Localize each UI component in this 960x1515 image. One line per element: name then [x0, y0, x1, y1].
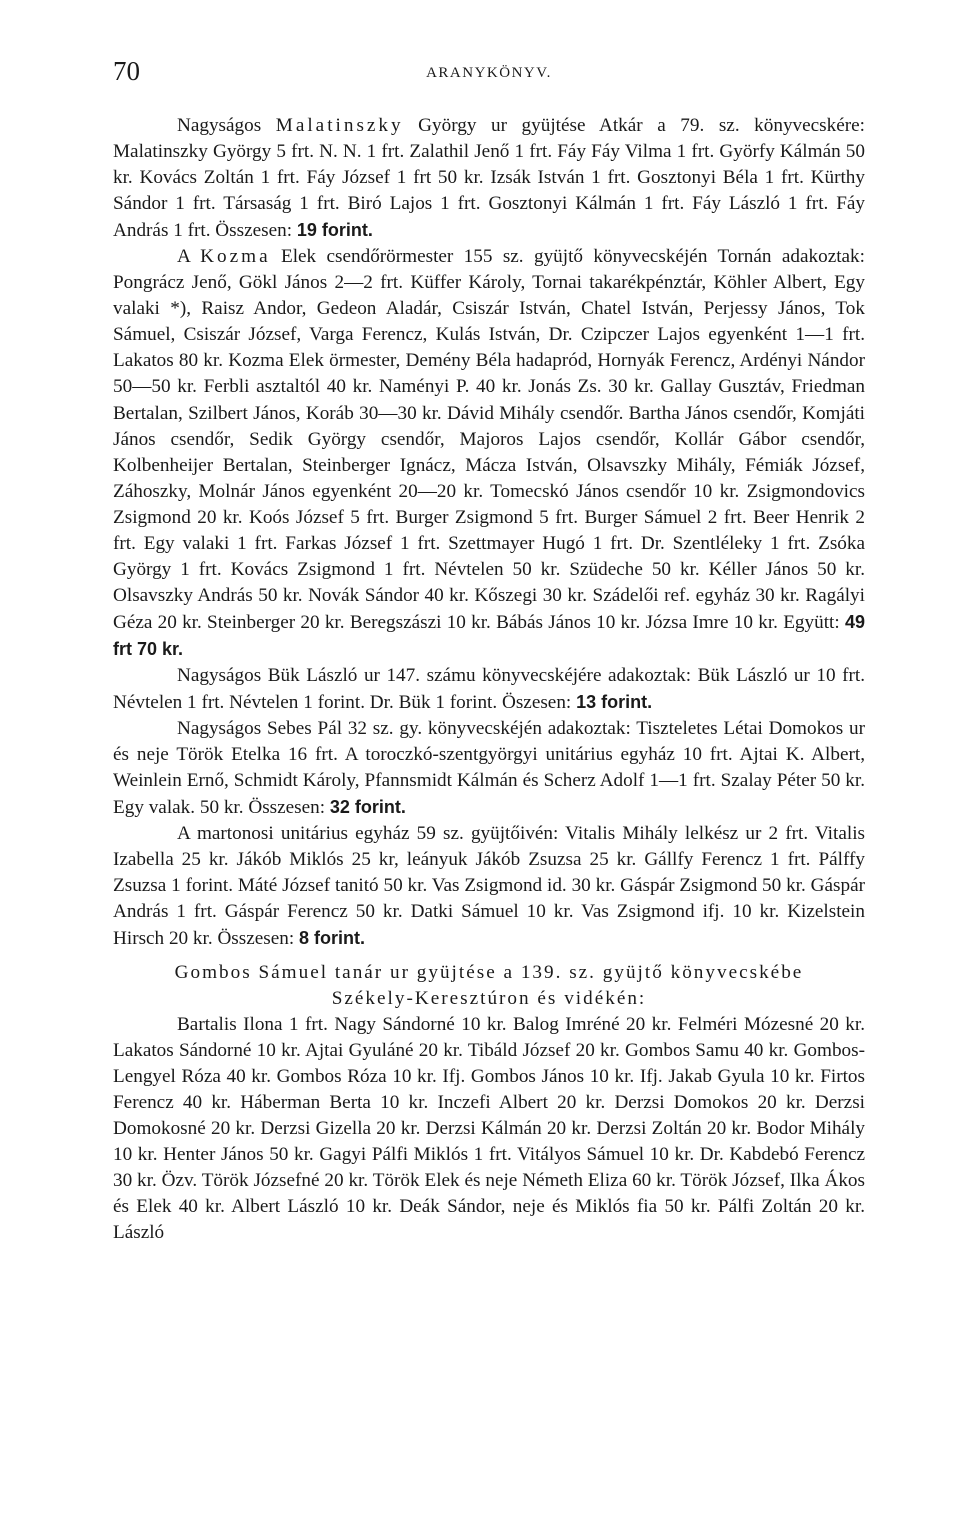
paragraph-text: Nagyságos [177, 115, 276, 136]
total-amount: 8 forint. [298, 928, 365, 949]
paragraph-gombos: Bartalis Ilona 1 frt. Nagy Sándorné 10 kr. Balog Imréné 20 kr. Felméri Mózesné 20 kr. Lakatos Sándorné 10 kr. Ajtai Gyuláné 20 kr. Tibáld József 20 kr. Gombos Samu 40 kr. Gombos-Lengyel Róza 40 kr. Gombos Róza 10 kr. Ifj. Gombos János 10 kr. Ifj. Jakab Gyula 10 kr. Firtos Ferencz 40 kr. Háberman Berta 10 kr. Inczefi Albert 20 kr. Derzsi Domokos 20 kr. Derzsi Domokosné 20 kr. Derzsi Gizella 20 kr. Derzsi Kálmán 20 kr. Derzsi Zoltán 20 kr. Bodor Mihály 10 kr. Henter János 50 kr. Gagyi Pálfi Miklós 1 frt. Vitályos Sámuel 10 kr. Dr. Kabdebó Ferencz 30 kr. Özv. Török Józsefné 20 kr. Török Elek és neje Németh Eliza 60 kr. Török József, Ilka Ákos és Elek 40 kr. Albert László 10 kr. Deák Sándor, neje és Miklós fia 50 kr. Pálfi Zoltán 20 kr. László [113, 1013, 865, 1243]
paragraph-text: Elek csendőrörmester 155 sz. gyüjtő könyvecskéjén Tornán adakoztak: Pongrácz Jenő, Gökl János 2—2 frt. Küffer Károly, Tornai takarékpénztár, Köhler Albert, Egy valaki *), Raisz Andor, Gedeon Aladár, Csiszár István, Chatel István, Perjessy János, Tok Sámuel, Csiszár József, Varga Ferencz, Kulás István, Dr. Czipczer Lajos egyenként 1—1 frt. Lakatos 80 kr. Kozma Elek örmester, Demény Béla hadapród, Hornyák Ferencz, Ardényi Nándor 50—50 kr. Ferbli asztaltól 40 kr. Naményi P. 40 kr. Jonás Zs. 30 kr. Gallay Gusztáv, Friedman Bertalan, Szilbert János, Koráb 30—30 kr. Dávid Mihály csendőr. Bartha János csendőr, Komjáti János csendőr, Sedik György csendőr, Majoros Lajos csendőr, Kollár Gábor csendőr, Kolbenheijer Bertalan, Steinberger Ignácz, Mácza István, Olsavszky Mihály, Fémiák József, Záhoszky, Molnár János egyenként 20—20 kr. Tomecskó János csendőr 10 kr. Zsigmondovics Zsigmond 20 kr. Koós József 5 frt. Burger Zsigmond 5 frt. Burger Sámuel 2 frt. Beer Henrik 2 frt. Egy valaki 1 frt. Farkas József 1 frt. Szettmayer Hugó 1 frt. Dr. Szentléleky 1 frt. Zsóka György 1 frt. Kovács Zsigmond 1 frt. Névtelen 50 kr. Szüdeche 50 kr. Kéller János 50 kr. Olsavszky András 50 kr. Novák Sándor 40 kr. Kőszegi 30 kr. Szádelői ref. egyház 30 kr. Ragályi Géza 20 kr. Steinberger 20 kr. Beregszászi 10 kr. Bábás János 10 kr. Józsa Imre 10 kr. Együtt: [113, 246, 865, 633]
section-heading-line-2: Székely-Keresztúron és vidékén: [331, 987, 647, 1009]
page-header [113, 56, 865, 92]
page-number: 70 [113, 56, 140, 86]
paragraph-malatinszky [113, 113, 865, 244]
total-amount: 49 frt 70 kr. [113, 611, 865, 659]
paragraph-sebes [113, 716, 865, 821]
paragraph-buk [113, 663, 865, 716]
spaced-name: Kozma [200, 246, 271, 268]
total-amount: 32 forint. [329, 797, 406, 818]
total-amount: 13 forint. [576, 692, 653, 713]
spaced-name: Malatinszky [275, 115, 404, 136]
paragraph-kozma [113, 244, 865, 663]
paragraph-text: Nagyságos Sebes Pál 32 sz. gy. könyvecskéjén adakoztak: Tiszteletes Létai Domokos ur és neje Török Etelka 16 frt. A toroczkó-szentgyörgyi unitárius egyház 10 frt. Ajtai K. Albert, Weinlein Ernő, Schmidt Károly, Pfannsmidt Kálmán és Scherz Adolf 1—1 frt. Szalay Péter 50 kr. Egy valak. 50 kr. Összesen: [113, 718, 865, 819]
total-amount: 19 forint. [296, 220, 373, 241]
section-heading [113, 960, 865, 1012]
paragraph-text: A martonosi unitárius egyház 59 sz. gyüjtőivén: Vitalis Mihály lelkész ur 2 frt. Vitalis Izabella 25 kr. Jákób Miklós 25 kr, leányuk Jákób Zsuzsa 25 kr. Gállfy Ferencz 1 frt. Pálffy Zsuzsa 1 forint. Máté József tanitó 50 kr. Vas Zsigmond id. 30 kr. Gáspár Zsigmond 50 kr. Gáspár András 1 frt. Gáspár Ferencz 50 kr. Datki Sámuel 10 kr. Vas Zsigmond ifj. 10 kr. Kizelstein Hirsch 20 kr. Összesen: [113, 823, 865, 950]
paragraph-text: A [177, 246, 201, 268]
paragraph-text: Nagyságos Bük László ur 147. számu könyvecskéjére adakoztak: Bük László ur 10 frt. Névtelen 1 frt. Névtelen 1 forint. Dr. Bük 1 forint. Öszesen: [113, 664, 865, 714]
page-body [113, 113, 865, 1246]
running-head: ARANYKÖNYV. [426, 65, 552, 81]
paragraph-martonos [113, 821, 865, 952]
paragraph-text: György ur gyüjtése Atkár a 79. sz. könyvecskére: Malatinszky György 5 frt. N. N. 1 frt. Zalathil Jenő 1 frt. Fáy Fáy Vilma 1 frt. Györfy Kálmán 50 kr. Kovács Zoltán 1 frt. Fáy József 1 frt 50 kr. Izsák István 1 frt. Gosztonyi Béla 1 frt. Kürthy Sándor 1 frt. Társaság 1 frt. Biró Lajos 1 frt. Gosztonyi Kálmán 1 frt. Fáy László 1 frt. Fáy András 1 frt. Összesen: [113, 115, 865, 242]
section-heading-line-1: Gombos Sámuel tanár ur gyüjtése a 139. sz. gyüjtő könyvecskébe [174, 961, 804, 983]
